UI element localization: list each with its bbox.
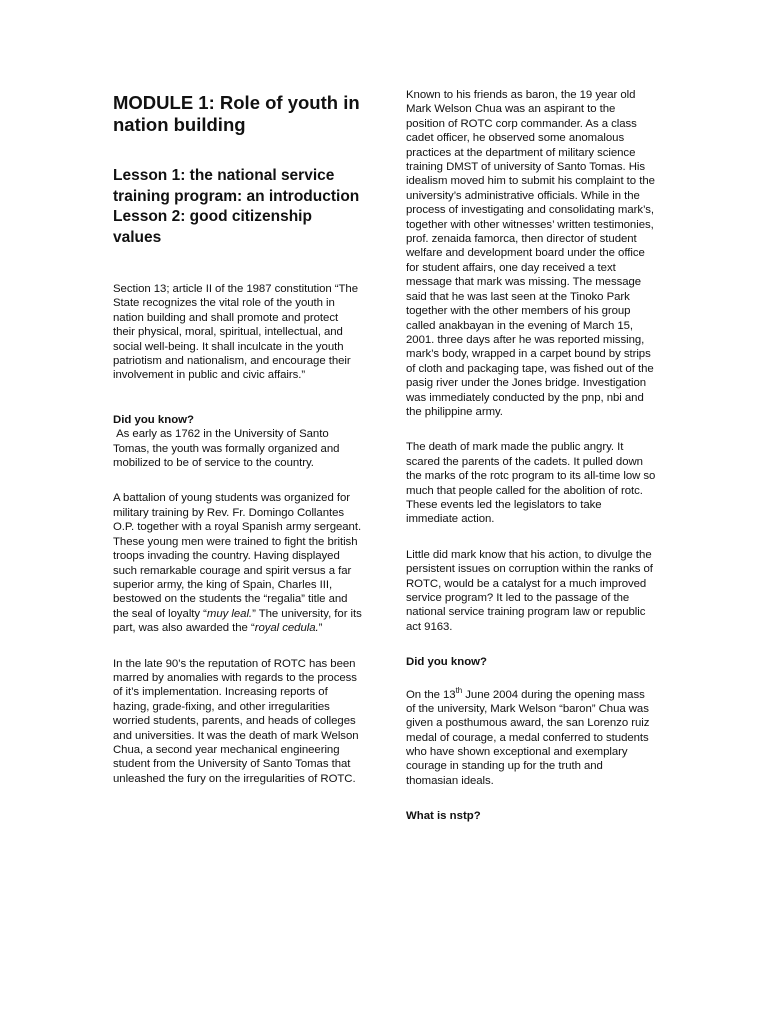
did-you-know-heading-2: Did you know?: [406, 656, 487, 669]
lesson-2-title: Lesson 2: good citizenship values: [113, 208, 312, 246]
battalion-text-end: ”: [318, 622, 323, 635]
award-text-start: On the 13: [406, 688, 456, 701]
royal-cedula-phrase: royal cedula.: [254, 622, 319, 635]
ordinal-suffix: th: [455, 685, 463, 695]
lesson-1-title: Lesson 1: the national service training program: an introduction: [113, 167, 360, 205]
left-column: [113, 88, 363, 807]
lesson-headings: [113, 166, 363, 248]
late-90s-paragraph: In the late 90’s the reputation of ROTC has been marred by anomalies with regards to the process of it’s implementation. Increasing reports of hazing, grade-fixing, and other irregularities worried students, parents, and heads of colleges and universities. It was the death of mark Welson Chua, a second year mechanical engineering student from the University of Santo Tomas that unleashed the fury on the irregularities of ROTC.: [113, 657, 359, 785]
did-you-know-heading: Did you know?: [113, 413, 194, 426]
history-1762-text: As early as 1762 in the University of Santo Tomas, the youth was formally organized and mobilized to be of service to the country.: [113, 428, 340, 470]
history-1762-paragraph: [113, 427, 363, 470]
baron-paragraph: Known to his friends as baron, the 19 year old Mark Welson Chua was an aspirant to the position of ROTC corp commander. As a class cadet officer, he observed some anomalous practices at the department of military science training DMST of university of Santo Tomas. His idealism moved him to submit his complaint to the university’s administrative officials. While in the process of investigating and consolidating mark’s, together with other witnesses’ written testimonies, prof. zenaida famorca, then director of student welfare and development board under the office for student affairs, one day received a text message that mark was missing. The message said that he was last seen at the Tinoko Park together with the other members of his group called anakbayan in the evening of March 15, 2001. three days after he was reported missing, mark’s body, wrapped in a carpet bound by strips of cloth and packaging tape, was fished out of the pasig river under the Jones bridge. Investigation was immediately conducted by the pnp, nbi and the philippine army.: [406, 89, 655, 418]
battalion-text-cont: ” The university, for its part, was also awarded the “: [113, 607, 362, 635]
battalion-paragraph: [113, 491, 363, 635]
battalion-text: A battalion of young students was organized for military training by Rev. Fr. Domingo Collantes O.P. together with a royal Spanish army sergeant. These young men were trained to fight the british troops invading the country. Having displayed such remarkable courage and spirit versus a far superior army, the king of Spain, Charles III, bestowed on the students the “regalia” title and the seal of loyalty “: [113, 492, 362, 620]
award-text: June 2004 during the opening mass of the university, Mark Welson “baron” Chua was given a posthumous award, the san Lorenzo ruiz medal of courage, a medal conferred to students who have shown exceptional and exemplary courage in standing up for the truth and thomasian ideals.: [406, 688, 650, 787]
module-title: MODULE 1: Role of youth in nation building: [113, 92, 360, 135]
muy-leal-phrase: muy leal.: [206, 607, 253, 620]
what-is-nstp-heading: What is nstp?: [406, 810, 481, 823]
catalyst-paragraph: Little did mark know that his action, to divulge the persistent issues on corruption within the ranks of ROTC, would be a catalyst for a much improved service program? It led to the passage of the national service training program law or republic act 9163.: [406, 548, 653, 633]
constitution-paragraph: Section 13; article II of the 1987 constitution “The State recognizes the vital role of the youth in nation building and shall promote and protect their physical, moral, spiritual, intellectual, and social well-being. It shall inculcate in the youth patriotism and nationalism, and encourage their involvement in public and civic affairs.”: [113, 283, 358, 382]
right-column: [406, 88, 656, 824]
public-angry-paragraph: The death of mark made the public angry. It scared the parents of the cadets. It pulled down the marks of the rotc program to its all-time low so much that people called for the abolition of rotc. These events led the legislators to take immediate action.: [406, 441, 656, 526]
posthumous-award-paragraph: [406, 684, 656, 789]
